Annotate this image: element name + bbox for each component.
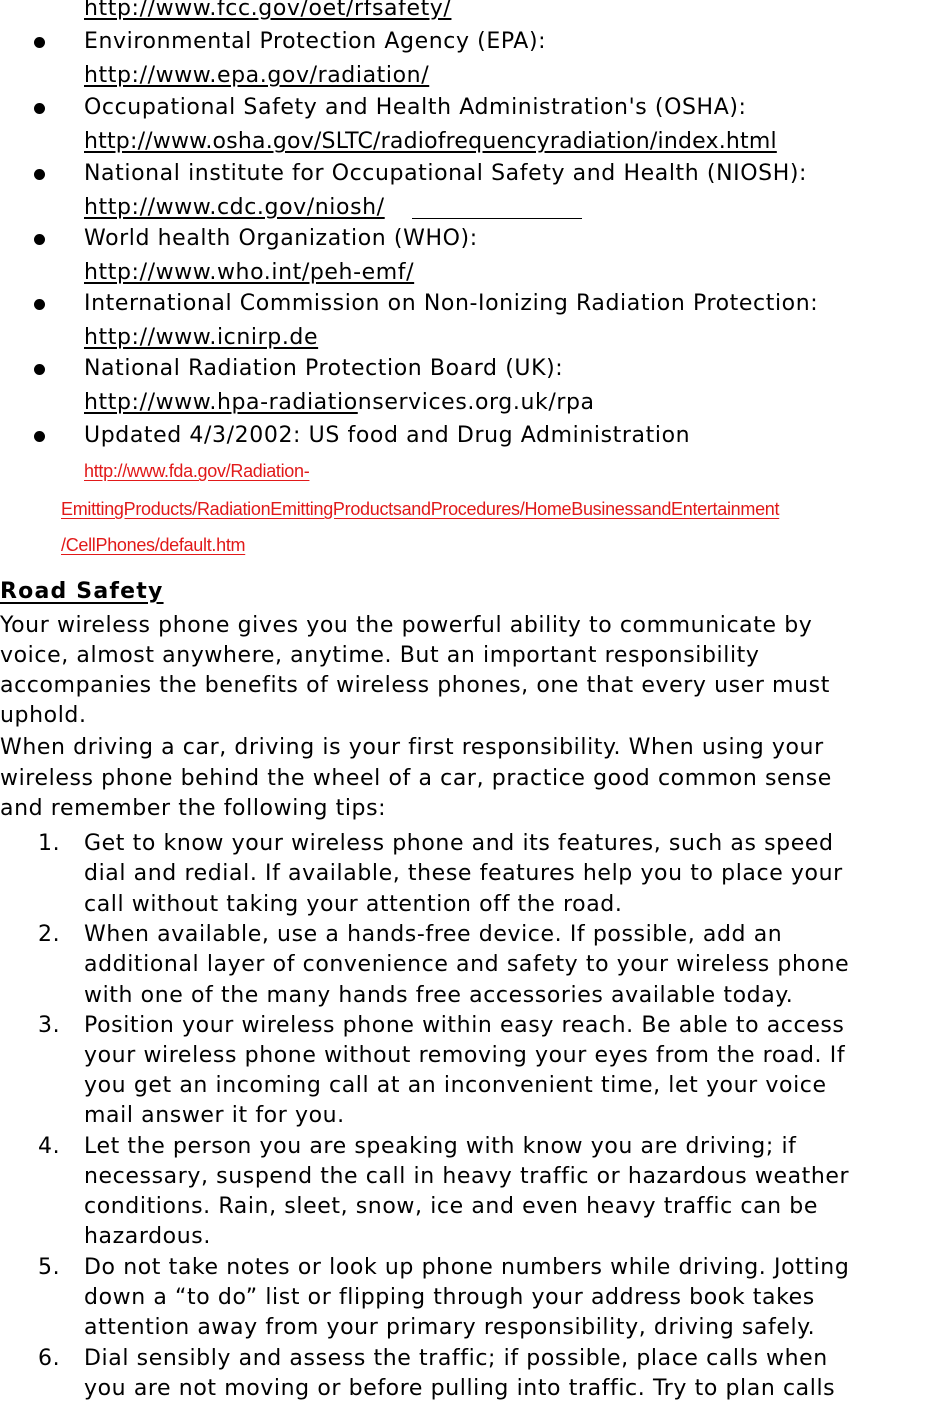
list-item-line: call without taking your attention off the road. xyxy=(84,892,623,917)
list-item-line: Position your wireless phone within easy reach. Be able to access xyxy=(84,1013,845,1038)
paragraph-line: wireless phone behind the wheel of a car, practice good common sense xyxy=(0,766,832,791)
paragraph-line: accompanies the benefits of wireless phones, one that every user must xyxy=(0,673,830,698)
underline-rule xyxy=(412,218,582,219)
bullet-icon xyxy=(34,364,45,375)
list-item-line: dial and redial. If available, these features help you to place your xyxy=(84,861,843,886)
bullet-icon xyxy=(34,37,45,48)
section-heading: Road Safety xyxy=(0,579,164,604)
list-number: 2. xyxy=(38,922,61,947)
list-number: 6. xyxy=(38,1346,61,1371)
fda-link-line3[interactable]: /CellPhones/default.htm xyxy=(61,535,246,555)
reference-title-nrpb: National Radiation Protection Board (UK): xyxy=(84,356,564,381)
nrpb-link[interactable] xyxy=(84,388,595,418)
list-item-line: Do not take notes or look up phone numbers while driving. Jotting xyxy=(84,1255,850,1280)
list-item-line: Dial sensibly and assess the traffic; if possible, place calls when xyxy=(84,1346,828,1371)
list-item-line: mail answer it for you. xyxy=(84,1103,345,1128)
paragraph-line: and remember the following tips: xyxy=(0,796,387,821)
paragraph-line: uphold. xyxy=(0,703,87,728)
bullet-icon xyxy=(34,169,45,180)
reference-title-osha: Occupational Safety and Health Administration's (OSHA): xyxy=(84,95,747,120)
paragraph-line: When driving a car, driving is your first responsibility. When using your xyxy=(0,735,824,760)
bullet-icon xyxy=(34,299,45,310)
osha-link[interactable]: http://www.osha.gov/SLTC/radiofrequencyradiation/index.html xyxy=(84,129,777,154)
list-item-line: you get an incoming call at an inconvenient time, let your voice xyxy=(84,1073,827,1098)
list-item-line: with one of the many hands free accessories available today. xyxy=(84,983,794,1008)
reference-title-who: World health Organization (WHO): xyxy=(84,226,478,251)
list-item-line: your wireless phone without removing your eyes from the road. If xyxy=(84,1043,846,1068)
bullet-icon xyxy=(34,234,45,245)
fda-link-line1[interactable]: http://www.fda.gov/Radiation- xyxy=(84,461,310,481)
reference-title-icnirp: International Commission on Non-Ionizing Radiation Protection: xyxy=(84,291,819,316)
bullet-icon xyxy=(34,103,45,114)
list-item-line: When available, use a hands-free device. If possible, add an xyxy=(84,922,783,947)
paragraph-line: Your wireless phone gives you the powerful ability to communicate by xyxy=(0,613,813,638)
list-number: 4. xyxy=(38,1134,61,1159)
epa-link[interactable]: http://www.epa.gov/radiation/ xyxy=(84,63,430,88)
bullet-icon xyxy=(34,431,45,442)
list-item-line: hazardous. xyxy=(84,1224,211,1249)
list-item-line: you are not moving or before pulling into traffic. Try to plan calls xyxy=(84,1376,836,1401)
list-item-line: Get to know your wireless phone and its features, such as speed xyxy=(84,831,834,856)
reference-title-niosh: National institute for Occupational Safety and Health (NIOSH): xyxy=(84,161,808,186)
who-link[interactable]: http://www.who.int/peh-emf/ xyxy=(84,260,415,285)
list-item-line: Let the person you are speaking with know you are driving; if xyxy=(84,1134,797,1159)
fcc-link[interactable]: http://www.fcc.gov/oet/rfsafety/ xyxy=(84,0,452,21)
list-item-line: attention away from your primary responsibility, driving safely. xyxy=(84,1315,816,1340)
list-item-line: conditions. Rain, sleet, snow, ice and even heavy traffic can be xyxy=(84,1194,818,1219)
niosh-link[interactable]: http://www.cdc.gov/niosh/ xyxy=(84,195,385,220)
nrpb-link-part2: nservices.org.uk/rpa xyxy=(357,390,595,415)
nrpb-link-part1[interactable]: http://www.hpa-radiatio xyxy=(84,390,358,415)
list-number: 3. xyxy=(38,1013,61,1038)
reference-title-epa: Environmental Protection Agency (EPA): xyxy=(84,29,547,54)
paragraph-line: voice, almost anywhere, anytime. But an important responsibility xyxy=(0,643,760,668)
list-item-line: down a “to do” list or flipping through your address book takes xyxy=(84,1285,815,1310)
list-number: 5. xyxy=(38,1255,61,1280)
list-item-line: necessary, suspend the call in heavy traffic or hazardous weather xyxy=(84,1164,850,1189)
list-number: 1. xyxy=(38,831,61,856)
list-item-line: additional layer of convenience and safety to your wireless phone xyxy=(84,952,850,977)
reference-title-fda: Updated 4/3/2002: US food and Drug Administration xyxy=(84,423,691,448)
fda-link-line2[interactable]: EmittingProducts/RadiationEmittingProductsandProcedures/HomeBusinessandEntertainment xyxy=(61,499,780,519)
icnirp-link[interactable]: http://www.icnirp.de xyxy=(84,325,319,350)
